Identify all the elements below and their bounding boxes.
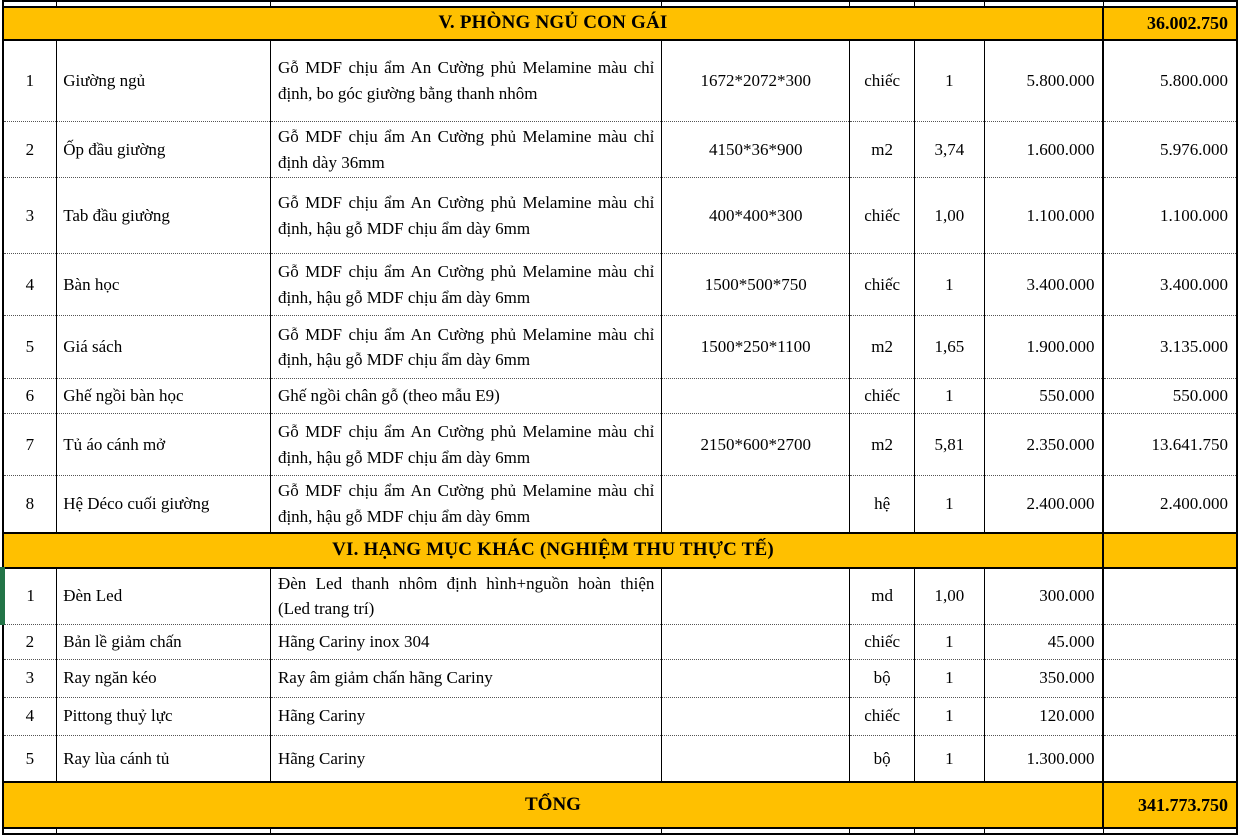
cell-unit: chiếc xyxy=(850,254,915,316)
cell-qty: 5,81 xyxy=(915,414,984,476)
cell-unit: chiếc xyxy=(850,697,915,735)
cell-unit: m2 xyxy=(850,122,915,178)
item-row xyxy=(3,316,1238,379)
cropped-cell xyxy=(984,828,1103,834)
cell-size: 1500*500*750 xyxy=(662,254,850,316)
grand-total-row xyxy=(3,782,1238,828)
cell-no: 7 xyxy=(3,414,57,476)
cell-price: 1.300.000 xyxy=(984,735,1103,782)
cell-unit: bộ xyxy=(850,659,915,697)
cell-size: 4150*36*900 xyxy=(662,122,850,178)
cell-total: 2.400.000 xyxy=(1103,476,1237,533)
cropped-row-strip xyxy=(3,828,1238,834)
cell-price: 300.000 xyxy=(984,568,1103,625)
cropped-cell xyxy=(57,828,271,834)
cell-total xyxy=(1103,568,1237,625)
cell-size xyxy=(662,659,850,697)
cell-no: 4 xyxy=(3,697,57,735)
cell-price: 550.000 xyxy=(984,379,1103,414)
cell-name: Bàn học xyxy=(57,254,271,316)
item-row xyxy=(3,379,1238,414)
cell-size xyxy=(662,476,850,533)
cell-total: 1.100.000 xyxy=(1103,178,1237,254)
item-row xyxy=(3,568,1238,625)
cell-price: 1.100.000 xyxy=(984,178,1103,254)
cell-total: 5.800.000 xyxy=(1103,40,1237,122)
section-title: V. PHÒNG NGỦ CON GÁI xyxy=(3,7,1104,40)
cell-name: Ray ngăn kéo xyxy=(57,659,271,697)
cell-no: 3 xyxy=(3,178,57,254)
cell-qty: 1 xyxy=(915,659,984,697)
cell-total xyxy=(1103,735,1237,782)
item-row xyxy=(3,40,1238,122)
cell-unit: chiếc xyxy=(850,379,915,414)
cell-no: 3 xyxy=(3,659,57,697)
cell-no: 2 xyxy=(3,624,57,659)
cell-price: 5.800.000 xyxy=(984,40,1103,122)
cell-desc: Ray âm giảm chấn hãng Cariny xyxy=(270,659,661,697)
cell-price: 120.000 xyxy=(984,697,1103,735)
cell-total xyxy=(1103,624,1237,659)
cell-desc: Gỗ MDF chịu ẩm An Cường phủ Melamine màu chỉ định dày 36mm xyxy=(270,122,661,178)
cropped-cell xyxy=(3,828,57,834)
cell-unit: chiếc xyxy=(850,178,915,254)
item-row xyxy=(3,697,1238,735)
cell-total: 5.976.000 xyxy=(1103,122,1237,178)
cell-name: Tab đầu giường xyxy=(57,178,271,254)
section-total: 36.002.750 xyxy=(1103,7,1237,40)
cell-qty: 1 xyxy=(915,735,984,782)
cell-size: 2150*600*2700 xyxy=(662,414,850,476)
cell-price: 2.400.000 xyxy=(984,476,1103,533)
cropped-cell xyxy=(1103,828,1237,834)
item-row xyxy=(3,414,1238,476)
cell-no: 6 xyxy=(3,379,57,414)
cell-size xyxy=(662,624,850,659)
cell-name: Hệ Déco cuối giường xyxy=(57,476,271,533)
cell-name: Giá sách xyxy=(57,316,271,379)
cell-qty: 1 xyxy=(915,697,984,735)
cell-name: Ốp đầu giường xyxy=(57,122,271,178)
cell-unit: bộ xyxy=(850,735,915,782)
cell-total xyxy=(1103,659,1237,697)
cell-desc: Hãng Cariny inox 304 xyxy=(270,624,661,659)
cell-no: 1 xyxy=(3,40,57,122)
cell-no: 5 xyxy=(3,316,57,379)
cell-qty: 1 xyxy=(915,476,984,533)
cell-total: 550.000 xyxy=(1103,379,1237,414)
item-row xyxy=(3,476,1238,533)
item-row xyxy=(3,178,1238,254)
cell-price: 3.400.000 xyxy=(984,254,1103,316)
cell-price: 1.600.000 xyxy=(984,122,1103,178)
cell-desc: Đèn Led thanh nhôm định hình+nguồn hoàn thiện (Led trang trí) xyxy=(270,568,661,625)
cell-desc: Gỗ MDF chịu ẩm An Cường phủ Melamine màu chỉ định, hậu gỗ MDF chịu ẩm dày 6mm xyxy=(270,316,661,379)
cell-name: Tủ áo cánh mở xyxy=(57,414,271,476)
cell-unit: chiếc xyxy=(850,624,915,659)
cell-name: Giường ngủ xyxy=(57,40,271,122)
cell-total xyxy=(1103,697,1237,735)
section-total xyxy=(1103,533,1237,568)
cell-unit: m2 xyxy=(850,414,915,476)
cell-no: 4 xyxy=(3,254,57,316)
cropped-cell xyxy=(915,828,984,834)
cell-name: Bản lề giảm chấn xyxy=(57,624,271,659)
cell-qty: 3,74 xyxy=(915,122,984,178)
cell-name: Ray lùa cánh tủ xyxy=(57,735,271,782)
cell-qty: 1,00 xyxy=(915,178,984,254)
cell-size: 1500*250*1100 xyxy=(662,316,850,379)
cell-price: 2.350.000 xyxy=(984,414,1103,476)
cell-total: 3.135.000 xyxy=(1103,316,1237,379)
cell-price: 350.000 xyxy=(984,659,1103,697)
cell-unit: m2 xyxy=(850,316,915,379)
cell-qty: 1,00 xyxy=(915,568,984,625)
cell-unit: hệ xyxy=(850,476,915,533)
cell-no: 1 xyxy=(3,568,57,625)
cell-size xyxy=(662,735,850,782)
grand-total-label: TỔNG xyxy=(3,782,1104,828)
cell-price: 1.900.000 xyxy=(984,316,1103,379)
cropped-cell xyxy=(662,828,850,834)
cell-size xyxy=(662,697,850,735)
cell-qty: 1 xyxy=(915,379,984,414)
cell-size xyxy=(662,379,850,414)
cell-name: Pittong thuỷ lực xyxy=(57,697,271,735)
cell-unit: md xyxy=(850,568,915,625)
cell-price: 45.000 xyxy=(984,624,1103,659)
section-header-row xyxy=(3,533,1238,568)
cell-desc: Gỗ MDF chịu ẩm An Cường phủ Melamine màu chỉ định, hậu gỗ MDF chịu ẩm dày 6mm xyxy=(270,414,661,476)
cell-qty: 1 xyxy=(915,624,984,659)
grand-total-value: 341.773.750 xyxy=(1103,782,1237,828)
cropped-cell xyxy=(850,828,915,834)
cell-desc: Gỗ MDF chịu ẩm An Cường phủ Melamine màu chỉ định, hậu gỗ MDF chịu ẩm dày 6mm xyxy=(270,178,661,254)
cell-desc: Hãng Cariny xyxy=(270,735,661,782)
section-title: VI. HẠNG MỤC KHÁC (NGHIỆM THU THỰC TẾ) xyxy=(3,533,1104,568)
cell-desc: Gỗ MDF chịu ẩm An Cường phủ Melamine màu chỉ định, hậu gỗ MDF chịu ẩm dày 6mm xyxy=(270,254,661,316)
cell-no: 8 xyxy=(3,476,57,533)
cell-no: 2 xyxy=(3,122,57,178)
cell-name: Ghế ngồi bàn học xyxy=(57,379,271,414)
cell-size: 1672*2072*300 xyxy=(662,40,850,122)
section-header-row xyxy=(3,7,1238,40)
cell-size: 400*400*300 xyxy=(662,178,850,254)
cell-desc: Gỗ MDF chịu ẩm An Cường phủ Melamine màu chỉ định, hậu gỗ MDF chịu ẩm dày 6mm xyxy=(270,476,661,533)
cell-no: 5 xyxy=(3,735,57,782)
cell-desc: Hãng Cariny xyxy=(270,697,661,735)
cropped-cell xyxy=(270,828,661,834)
cell-unit: chiếc xyxy=(850,40,915,122)
cell-qty: 1,65 xyxy=(915,316,984,379)
item-row xyxy=(3,254,1238,316)
item-row xyxy=(3,735,1238,782)
item-row xyxy=(3,659,1238,697)
cell-desc: Gỗ MDF chịu ẩm An Cường phủ Melamine màu chỉ định, bo góc giường bằng thanh nhôm xyxy=(270,40,661,122)
item-row xyxy=(3,122,1238,178)
cell-desc: Ghế ngồi chân gỗ (theo mẫu E9) xyxy=(270,379,661,414)
cell-size xyxy=(662,568,850,625)
cell-total: 3.400.000 xyxy=(1103,254,1237,316)
cell-qty: 1 xyxy=(915,40,984,122)
cell-total: 13.641.750 xyxy=(1103,414,1237,476)
cell-name: Đèn Led xyxy=(57,568,271,625)
cell-qty: 1 xyxy=(915,254,984,316)
item-row xyxy=(3,624,1238,659)
